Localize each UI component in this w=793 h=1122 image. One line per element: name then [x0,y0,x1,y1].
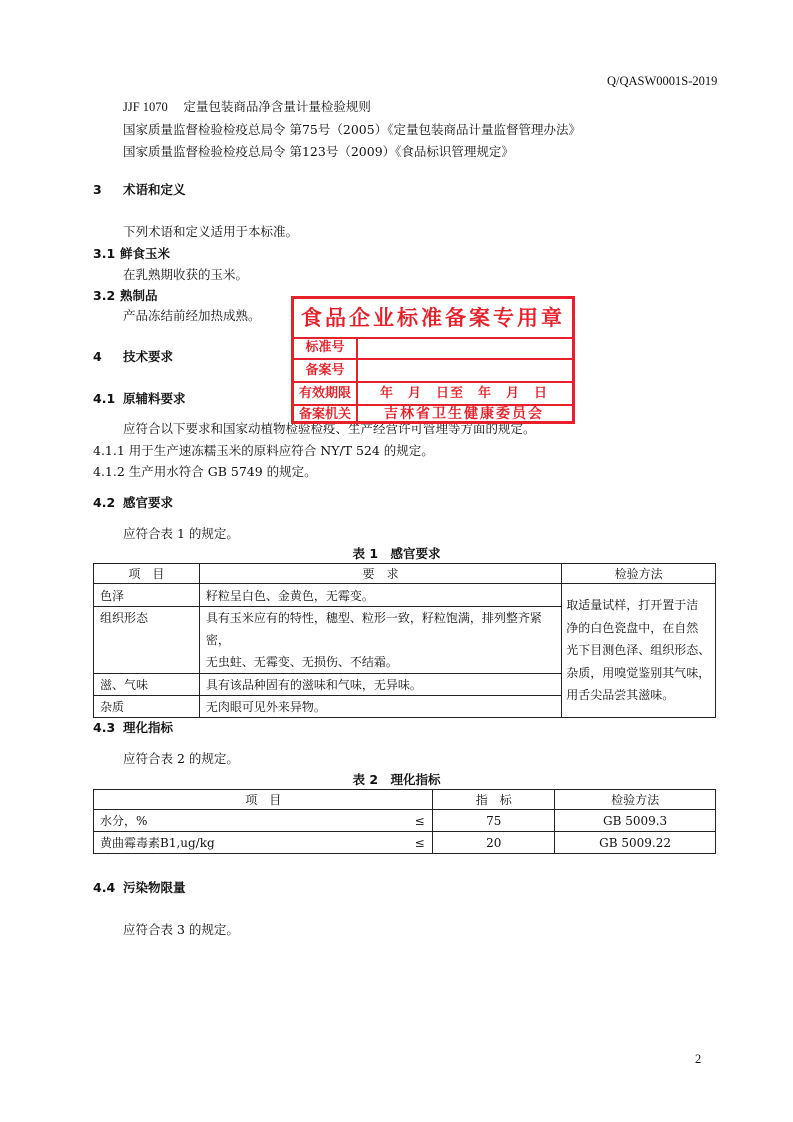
table-cell: 75 [433,810,555,832]
clause-item: 4.1.2 生产用水符合 GB 5749 的规定。 [93,464,317,479]
term-heading [93,244,170,262]
subsection-title: 污染物限量 [123,880,186,895]
column-header: 检验方法 [562,564,716,584]
table-caption: 表 1 感官要求 [352,546,441,561]
paragraph: 下列术语和定义适用于本标准。 [123,224,299,239]
method-line: 取适量试样，打开置于洁 [566,598,699,613]
section-number: 3 [93,182,102,197]
sensory-requirements-table [93,563,716,718]
term-heading [93,286,158,304]
column-header: 指 标 [433,790,555,810]
reference-line: JJF 1070 定量包装商品净含量计量检验规则 [123,100,371,114]
method-line: 净的白色瓷盘中，在自然 [566,620,699,635]
term-title: 鲜食玉米 [120,246,171,261]
section-title: 技术要求 [123,349,174,364]
stamp-title: 食品企业标准备案专用章 [294,299,572,339]
table-row [94,832,716,854]
subsection-heading [93,389,186,407]
subsection-title: 感官要求 [123,495,174,510]
table-cell: 滋、气味 [94,674,200,696]
clause-item: 4.1.1 用于生产速冻糯玉米的原料应符合 NY/T 524 的规定。 [93,443,434,458]
stamp-label: 备案机关 [294,404,358,425]
table-cell: 水分，% [94,810,407,832]
column-header: 检验方法 [555,790,716,810]
term-definition: 产品冻结前经加热成熟。 [123,308,261,323]
table-cell: 黄曲霉毒素B1,ug/kg [94,832,407,854]
term-number: 3.1 [93,246,116,261]
column-header: 项 目 [94,790,433,810]
table-cell: 籽粒呈白色、金黄色，无霉变。 [199,584,561,607]
cell-line: 具有玉米应有的特性，穗型、粒形一致，籽粒饱满，排列整齐紧密， [205,611,542,647]
term-number: 3.2 [93,288,116,303]
cell-line: 无虫蛀、无霉变、无损伤、不结霜。 [205,655,398,669]
table-header-row [94,564,716,584]
subsection-number: 4.3 [93,720,116,735]
stamp-row [294,404,572,425]
document-code: Q/QASW0001S-2019 [607,74,718,88]
section-heading [93,347,173,365]
column-header: 要 求 [199,564,561,584]
subsection-title: 原辅料要求 [123,391,186,406]
subsection-number: 4.1 [93,391,116,406]
table-cell: GB 5009.22 [555,832,716,854]
table-cell: ≤ [407,832,433,854]
paragraph: 应符合以下要求和国家动植物检验检疫、生产经营许可管理等方面的规定。 [123,421,536,436]
table-caption: 表 2 理化指标 [352,772,441,787]
section-title: 术语和定义 [123,182,186,197]
stamp-label: 备案号 [294,360,358,381]
paragraph: 应符合表 3 的规定。 [123,922,239,937]
paragraph: 应符合表 2 的规定。 [123,751,239,766]
subsection-heading [93,493,173,511]
stamp-validity: 年 月 日至 年 月 日 [379,386,548,401]
method-line: 杂质，用嗅觉鉴别其气味， [566,665,711,680]
subsection-number: 4.2 [93,495,116,510]
stamp-authority: 吉林省卫生健康委员会 [384,406,544,422]
subsection-heading [93,718,173,736]
stamp-label: 标准号 [294,337,358,358]
stamp-row [294,337,572,360]
stamp-row [294,383,572,406]
table-cell: 杂质 [94,696,200,718]
term-definition: 在乳熟期收获的玉米。 [123,267,249,282]
paragraph: 应符合表 1 的规定。 [123,526,239,541]
section-heading [93,180,186,198]
column-header: 项 目 [94,564,200,584]
table-header-row [94,790,716,810]
term-title: 熟制品 [120,288,158,303]
physicochemical-table [93,789,716,854]
subsection-title: 理化指标 [123,720,174,735]
table-cell [199,607,561,674]
table-cell: ≤ [407,810,433,832]
reference-line: 国家质量监督检验检疫总局令 第75号（2005）《定量包装商品计量监督管理办法》 [123,122,581,137]
method-cell [562,584,716,718]
table-cell: 无肉眼可见外来异物。 [199,696,561,718]
table-cell: GB 5009.3 [555,810,716,832]
reference-line: 国家质量监督检验检疫总局令 第123号（2009）《食品标识管理规定》 [123,144,514,159]
method-line: 用舌尖品尝其滋味。 [566,688,675,703]
stamp-row [294,360,572,383]
table-cell: 色泽 [94,584,200,607]
stamp-label: 有效期限 [294,383,358,404]
table-row [94,810,716,832]
table-cell: 20 [433,832,555,854]
subsection-heading [93,878,186,896]
method-line: 光下目测色泽、组织形态、 [566,643,711,658]
stamp-value [360,337,568,358]
subsection-number: 4.4 [93,880,116,895]
stamp-value [360,360,568,381]
table-cell: 组织形态 [94,607,200,674]
section-number: 4 [93,349,102,364]
table-row [94,584,716,607]
table-cell: 具有该品种固有的滋味和气味，无异味。 [199,674,561,696]
page-number: 2 [695,1052,702,1066]
filing-stamp [291,296,575,424]
